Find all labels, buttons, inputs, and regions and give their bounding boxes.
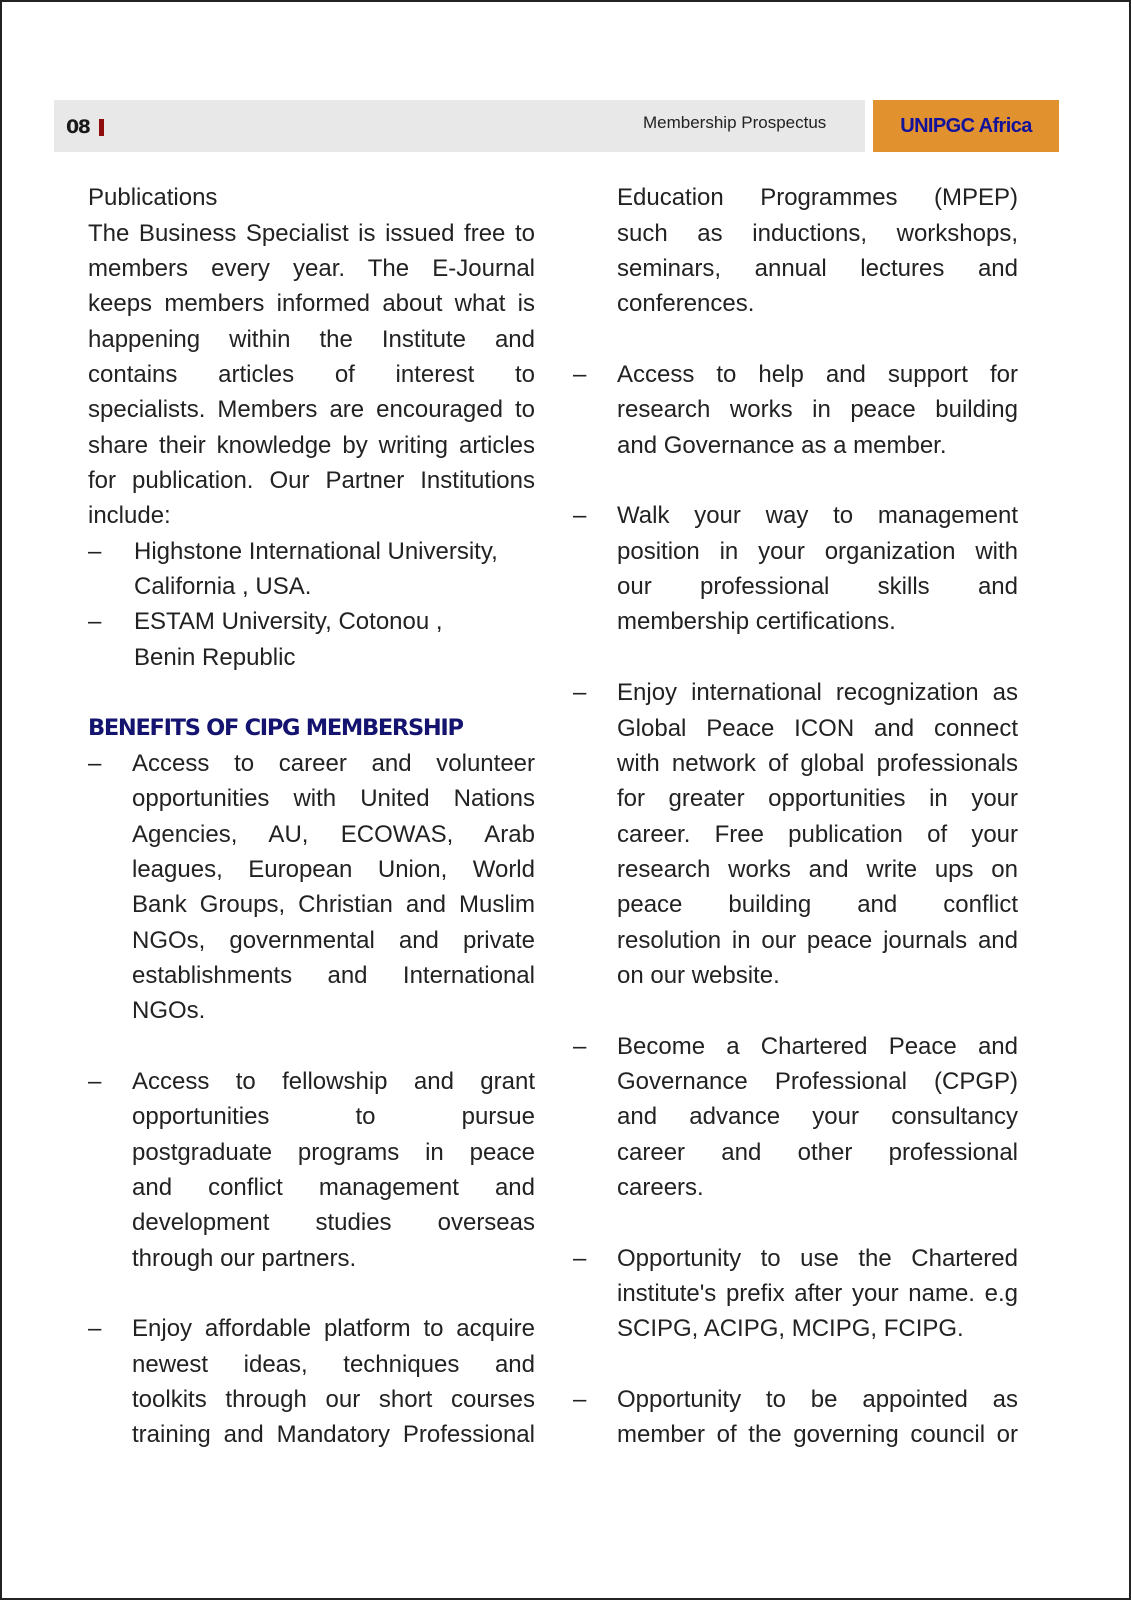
benefit-line: Governance Professional (CPGP) [617,1068,1018,1095]
benefit-line: career and other professional [617,1139,1018,1166]
paragraph-line: conferences. [617,290,755,317]
benefit-line: resolution in our peace journals and [617,927,1018,954]
benefit-line: opportunities with United Nations [132,785,535,812]
benefit-line: and advance your consultancy [617,1103,1018,1130]
benefit-line: Opportunity to use the Chartered [617,1245,1018,1272]
benefit-line: training and Mandatory Professional [132,1421,535,1448]
dash-bullet: – [88,750,102,777]
benefit-line: our professional skills and [617,573,1018,600]
paragraph-line: seminars, annual lectures and [617,255,1018,282]
benefit-line: on our website. [617,962,780,989]
benefit-line: Global Peace ICON and connect [617,715,1018,742]
benefit-line: Agencies, AU, ECOWAS, Arab [132,821,535,848]
benefit-line: institute's prefix after your name. e.g [617,1280,1018,1307]
benefits-heading: BENEFITS OF CIPG MEMBERSHIP [88,715,463,741]
benefit-line: careers. [617,1174,704,1201]
paragraph-line: keeps members informed about what is [88,290,535,317]
benefit-line: establishments and International [132,962,535,989]
paragraph-line: specialists. Members are encouraged to [88,396,535,423]
right-column [2,2,1129,1602]
publications-title: Publications [88,184,218,211]
paragraph-line: happening within the Institute and [88,326,535,353]
paragraph-line: such as inductions, workshops, [617,220,1018,247]
benefit-line: for greater opportunities in your [617,785,1018,812]
partner-line: California , USA. [134,573,312,600]
dash-bullet: – [573,361,587,388]
benefit-line: peace building and conflict [617,891,1018,918]
benefit-line: Opportunity to be appointed as [617,1386,1018,1413]
dash-bullet: – [573,1386,587,1413]
dash-bullet: – [573,1245,587,1272]
dash-bullet: – [573,679,587,706]
benefit-line: toolkits through our short courses [132,1386,535,1413]
paragraph-line: members every year. The E-Journal [88,255,535,282]
benefit-line: and Governance as a member. [617,432,947,459]
benefit-line: Enjoy affordable platform to acquire [132,1315,535,1342]
paragraph-line: Education Programmes (MPEP) [617,184,1018,211]
dash-bullet: – [88,1315,102,1342]
benefit-line: position in your organization with [617,538,1018,565]
paragraph-line: The Business Specialist is issued free to [88,220,535,247]
dash-bullet: – [573,1033,587,1060]
benefit-line: with network of global professionals [617,750,1018,777]
benefit-line: postgraduate programs in peace [132,1139,535,1166]
benefit-line: research works and write ups on [617,856,1018,883]
benefit-line: membership certifications. [617,608,896,635]
benefit-line: Enjoy international recognization as [617,679,1018,706]
benefit-line: research works in peace building [617,396,1018,423]
benefit-line: Access to fellowship and grant [132,1068,535,1095]
dash-bullet: – [573,502,587,529]
benefit-line: through our partners. [132,1245,357,1272]
dash-bullet: – [88,538,102,565]
benefit-line: NGOs. [132,997,206,1024]
dash-bullet: – [88,1068,102,1095]
benefit-line: newest ideas, techniques and [132,1351,535,1378]
benefit-line: leagues, European Union, World [132,856,535,883]
partner-line: ESTAM University, Cotonou , [134,608,443,635]
dash-bullet: – [88,608,102,635]
page-number: 08 [66,116,90,138]
paragraph-line: include: [88,502,171,529]
paragraph-line: share their knowledge by writing articles [88,432,535,459]
benefit-line: Walk your way to management [617,502,1018,529]
brand-name: UNIPGC Africa [900,114,1032,137]
benefit-line: development studies overseas [132,1209,535,1236]
benefit-line: Access to career and volunteer [132,750,535,777]
benefit-line: Access to help and support for [617,361,1018,388]
benefit-line: Bank Groups, Christian and Muslim [132,891,535,918]
benefit-line: member of the governing council or [617,1421,1018,1448]
paragraph-line: contains articles of interest to [88,361,535,388]
benefit-line: Become a Chartered Peace and [617,1033,1018,1060]
partner-line: Benin Republic [134,644,296,671]
benefit-line: NGOs, governmental and private [132,927,535,954]
document-title: Membership Prospectus [643,113,827,132]
benefit-line: SCIPG, ACIPG, MCIPG, FCIPG. [617,1315,964,1342]
benefit-line: career. Free publication of your [617,821,1018,848]
benefit-line: opportunities to pursue [132,1103,535,1130]
partner-line: Highstone International University, [134,538,498,565]
benefit-line: and conflict management and [132,1174,535,1201]
paragraph-line: for publication. Our Partner Institutions [88,467,535,494]
